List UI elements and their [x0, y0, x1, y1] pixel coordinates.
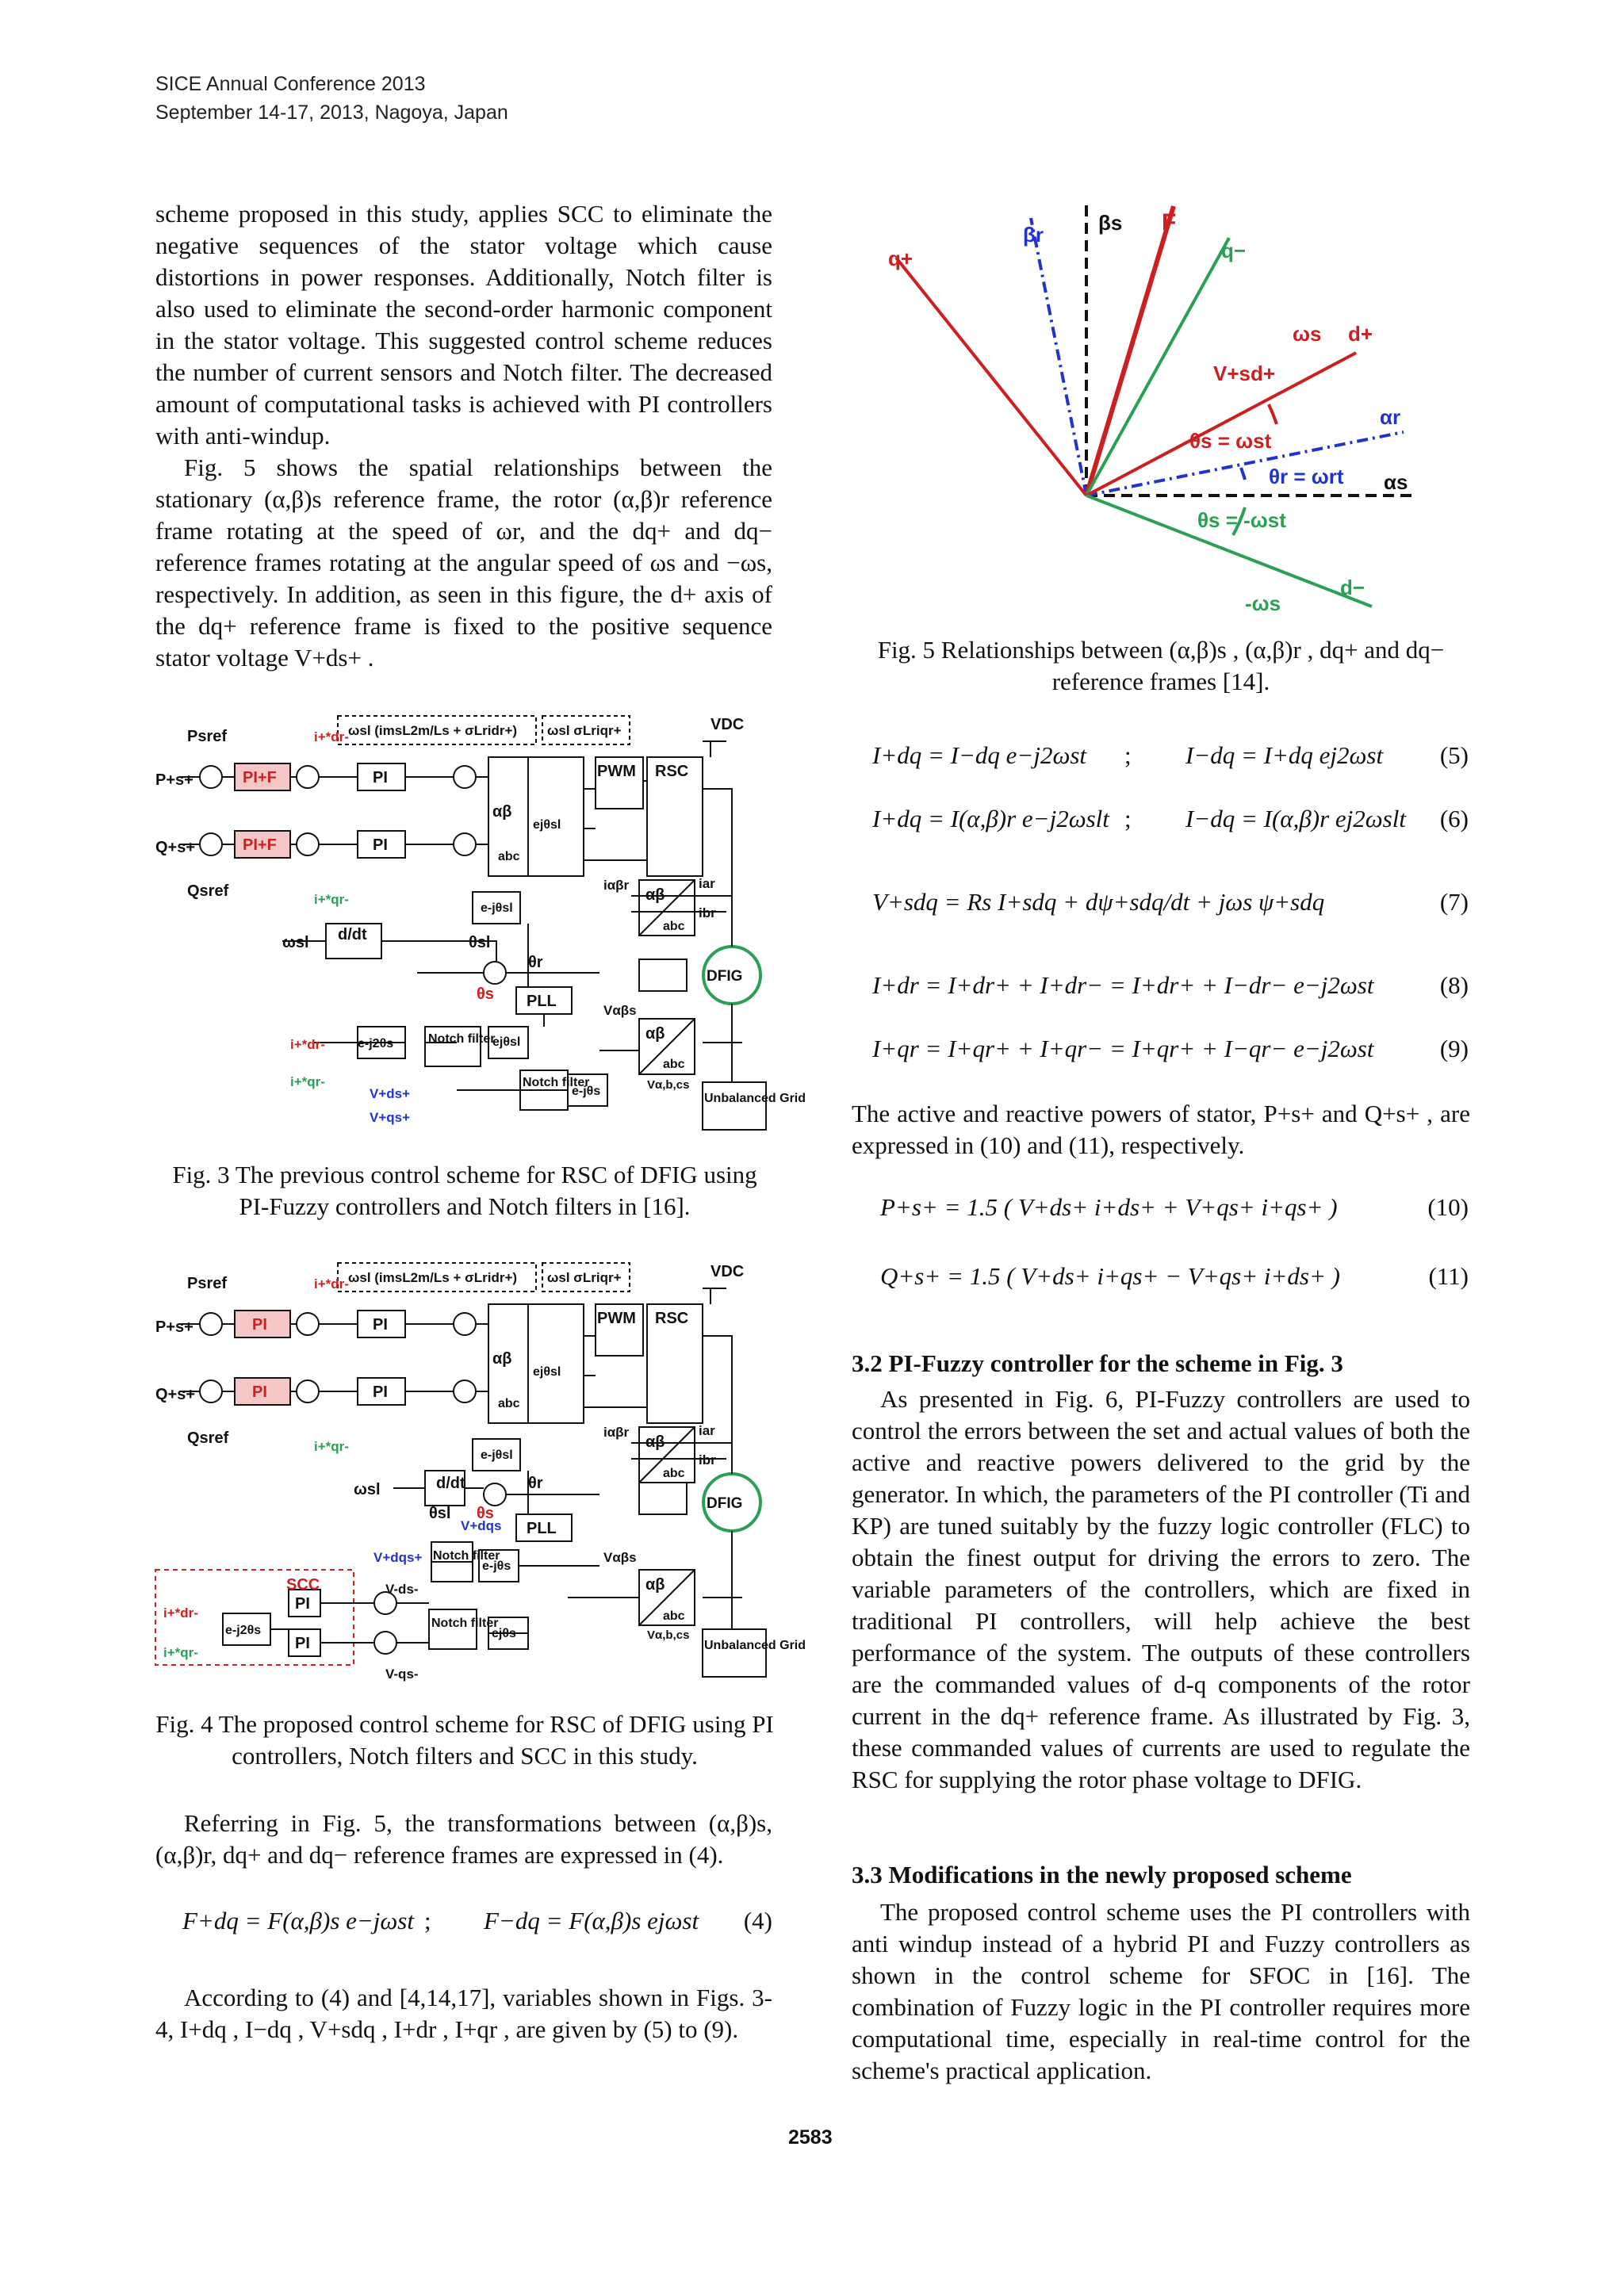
paragraph-1: scheme proposed in this study, applies SCC to eliminate the negative sequences of the stator voltage which cause distortions in power responses. Additionally, Notch filter is also used to eliminate the second-order harmonic component in the stator voltage. This suggested control scheme reduces the number of current sensors and Notch filter. The decreased amount of computational tasks is achieved with PI controllers with anti-windup. [155, 200, 772, 450]
fig3-vds: V+ds+ [370, 1086, 411, 1101]
eq6-left: I+dq = I(α,β)r e−j2ωslt [872, 805, 1109, 832]
fig4-emjt: e-jθsl [481, 1448, 513, 1462]
fig4-vdqs: V+dqs [461, 1518, 502, 1533]
fig3-top-label-1: ωsl (imsL2m/Ls + σLridr+) [348, 723, 518, 738]
fig5-q-plus: q+ [888, 247, 914, 270]
fig3-dfig: DFIG [707, 968, 743, 985]
fig3-rsc: RSC [655, 763, 689, 780]
fig3-vdc: VDC [710, 716, 745, 733]
paragraph-6: As presented in Fig. 6, PI-Fuzzy controllers are used to control the errors between the set and actual values of both the active and reactive powers delivered to the grid by the generator. In which, the parameters of the PI controller (Ti and KP) are tuned suitably by the fuzzy logic controller (FLC) to obtain the finest output for driving the errors to zero. The variable parameters of the controllers, which are fixed in traditional PI controllers, will help achieve the best performance of the system. The outputs of these controllers are the commanded values of d-q components of the rotor current in the dq+ reference frame. As illustrated by Fig. 3, these commanded values of currents are used to regulate the RSC for supplying the rotor phase voltage to DFIG. [852, 1385, 1470, 1793]
fig5-omega-s: ωs [1293, 322, 1322, 346]
fig4-pi-b: PI [252, 1383, 267, 1401]
eq11-number: (11) [1428, 1262, 1469, 1290]
fig4-pi-s2: PI [295, 1635, 310, 1652]
section-3-3-heading: 3.3 Modifications in the newly proposed scheme [852, 1861, 1352, 1888]
fig4-grid: Unbalanced Grid [704, 1639, 806, 1652]
eq10-expression: P+s+ = 1.5 ( V+ds+ i+ds+ + V+qs+ i+qs+ ) [880, 1193, 1338, 1221]
left-column-bottom [155, 1808, 772, 1871]
figure-5-caption: Fig. 5 Relationships between (α,β)s , (α,β)r , dq+ and dq− reference frames [14]. [877, 636, 1445, 695]
fig4-top-label-1: ωsl (imsL2m/Ls + σLridr+) [348, 1270, 518, 1285]
equation-9 [872, 1035, 1469, 1074]
fig3-vqs: V+qs+ [370, 1110, 411, 1125]
fig4-vds: V-ds- [385, 1582, 419, 1597]
fig3-qsref: Qsref [187, 882, 229, 900]
fig3-ejt-2: ejθsl [533, 818, 561, 832]
fig4-ab-1: αβ [492, 1350, 512, 1368]
fig4-dfig: DFIG [707, 1495, 743, 1512]
fig3-abc-3: abc [663, 1058, 685, 1071]
fig4-rsc: RSC [655, 1310, 689, 1327]
figure-5-diagram [872, 186, 1459, 622]
paragraph-3: Referring in Fig. 5, the transformations between (α,β)s, (α,β)r, dq+ and dq− reference frames are expressed in (4). [155, 1809, 772, 1869]
eq6-number: (6) [1439, 805, 1469, 832]
fig5-d-plus: d+ [1348, 322, 1373, 346]
fig5-alpha-s: αs [1384, 470, 1408, 494]
figure-3-caption: Fig. 3 The previous control scheme for RSC of DFIG using PI-Fuzzy controllers and Notch filters in [16]. [172, 1161, 757, 1220]
fig3-iqr-ref: i+*qr- [314, 892, 349, 907]
fig3-ddt: d/dt [338, 926, 367, 943]
fig4-wsl: ωsl [354, 1481, 381, 1498]
fig3-ej2: e-j2θs [358, 1037, 394, 1050]
fig4-pll: PLL [527, 1520, 557, 1537]
eq8-number: (8) [1439, 971, 1469, 999]
fig4-pi-s1: PI [295, 1595, 310, 1613]
fig3-notch-1: Notch filter [428, 1032, 496, 1046]
left-column-top [155, 198, 772, 674]
fig3-iabr: iαβr [603, 878, 630, 893]
fig3-vabc: Vα,b,cs [647, 1078, 690, 1092]
fig5-theta-neg: θs = -ωst [1197, 508, 1286, 532]
eq5-right: I−dq = I+dq ej2ωst [1185, 741, 1384, 769]
section-3-2-heading: 3.2 PI-Fuzzy controller for the scheme in Fig. 3 [852, 1349, 1343, 1377]
eq7-number: (7) [1439, 888, 1469, 916]
fig3-iqr-out: i+*qr- [290, 1074, 325, 1089]
fig3-ejts: ejθsl [492, 1035, 521, 1049]
eq6-right: I−dq = I(α,β)r ej2ωslt [1185, 805, 1406, 832]
fig4-abc-3: abc [663, 1609, 685, 1623]
fig4-notch-1: Notch filter [433, 1549, 500, 1563]
fig5-alpha-r: αr [1380, 405, 1401, 429]
page-number: 2583 [788, 2126, 833, 2149]
fig4-idr-ref: i+*dr- [314, 1276, 349, 1292]
fig3-theta-s: θs [477, 985, 494, 1003]
fig4-theta-r: θr [528, 1475, 543, 1492]
paragraph-4: According to (4) and [4,14,17], variables shown in Figs. 3-4, I+dq , I−dq , V+sdq , I+dr , I+qr , are given by (5) to (9). [155, 1984, 772, 2043]
fig5-q-minus: q− [1221, 239, 1247, 262]
eq5-left: I+dq = I−dq e−j2ωst [872, 741, 1087, 769]
left-column-end [155, 1982, 772, 2045]
fig3-pif-1: PI+F [243, 769, 277, 786]
fig4-qsref: Qsref [187, 1429, 229, 1447]
fig4-qs: Q+s+ [155, 1386, 196, 1403]
fig3-ps: P+s+ [155, 771, 193, 789]
fig4-theta-sl: θsl [429, 1505, 451, 1522]
fig3-abc-1: abc [498, 850, 520, 863]
equation-8 [872, 971, 1469, 1011]
fig4-vqs: V-qs- [385, 1667, 419, 1682]
fig4-vabs: Vαβs [603, 1550, 637, 1565]
fig5-vsd: V+sd+ [1213, 362, 1276, 385]
fig3-wsl: ωsl [282, 934, 309, 951]
running-header [155, 70, 508, 127]
fig3-vabs: Vαβs [603, 1003, 637, 1018]
right-power-intro [852, 1098, 1470, 1161]
fig3-iar: iar [699, 876, 715, 891]
fig5-beta-r: βr [1023, 223, 1044, 247]
fig4-iqr-out: i+*qr- [163, 1645, 198, 1660]
fig4-ibr: ibr [699, 1452, 716, 1468]
fig4-theta-s: θs [477, 1505, 494, 1522]
fig3-idr-out: i+*dr- [290, 1037, 325, 1052]
fig3-psref: Psref [187, 728, 228, 745]
fig3-emjts: e-jθs [572, 1085, 601, 1098]
eq10-number: (10) [1427, 1193, 1469, 1221]
fig4-emjts: e-jθs [482, 1559, 511, 1573]
fig4-ab-2: αβ [645, 1433, 665, 1451]
fig4-pwm: PWM [597, 1310, 636, 1327]
eq7-expression: V+sdq = Rs I+sdq + dψ+sdq/dt + jωs ψ+sdq [872, 888, 1325, 916]
eq8-expression: I+dr = I+dr+ + I+dr− = I+dr+ + I−dr− e−j2ωst [872, 971, 1374, 999]
figure-4-diagram [155, 1257, 806, 1685]
fig4-pi-1: PI [373, 1316, 388, 1334]
section-3-2-body [852, 1383, 1470, 1796]
paragraph-2: Fig. 5 shows the spatial relationships between the stationary (α,β)s reference frame, the rotor (α,β)r reference frame rotating at the speed of ωr, and the dq+ and dq− reference frames rotating at the angular speed of ωs and −ωs, respectively. In addition, as seen in this figure, the d+ axis of the dq+ reference frame is fixed to the positive sequence stator voltage V+ds+ . [155, 453, 772, 672]
fig4-vdc: VDC [710, 1263, 745, 1280]
fig4-ejts: ejθs [492, 1627, 516, 1640]
fig4-ddt: d/dt [436, 1475, 465, 1492]
fig4-ej2: e-j2θs [225, 1624, 262, 1637]
equation-6: I+dq = I(α,β)r e−j2ωslt ; I−dq = I(α,β)r ej2ωslt (6) [872, 805, 1469, 832]
fig4-iar: iar [699, 1423, 715, 1438]
fig4-psref: Psref [187, 1275, 228, 1292]
section-3-3-body [852, 1896, 1470, 2087]
fig3-ejt: e-jθsl [481, 901, 513, 915]
fig4-ejt: ejθsl [533, 1365, 561, 1379]
fig4-notch-2: Notch filter [431, 1617, 499, 1630]
figure-4-caption: Fig. 4 The proposed control scheme for RSC of DFIG using PI controllers, Notch filters and SCC in this study. [155, 1710, 774, 1770]
fig4-ps: P+s+ [155, 1318, 193, 1336]
equation-4: F+dq = F(α,β)s e−jωst ; F−dq = F(α,β)s ejωst (4) [182, 1907, 772, 1934]
eq11-expression: Q+s+ = 1.5 ( V+ds+ i+qs+ − V+qs+ i+ds+ ) [880, 1262, 1340, 1290]
equation-11 [880, 1262, 1469, 1302]
fig5-theta-s: θs = ωst [1189, 429, 1272, 453]
fig3-idr-ref: i+*dr- [314, 729, 349, 744]
fig3-ab-2: αβ [645, 886, 665, 904]
paragraph-7: The proposed control scheme uses the PI controllers with anti windup instead of a hybrid PI and Fuzzy controllers as shown in the control scheme for SFOC in [16]. The combination of Fuzzy logic in the PI controller requires more computational time, especially in real-time control for the scheme's practical application. [852, 1898, 1470, 2084]
eq4-right: F−dq = F(α,β)s ejωst [484, 1907, 699, 1934]
fig4-iabr: iαβr [603, 1425, 630, 1440]
fig3-top-label-2: ωsl σLriqr+ [547, 723, 622, 738]
fig3-pll: PLL [527, 993, 557, 1010]
fig3-pi-1: PI [373, 769, 388, 786]
fig3-notch-2: Notch filter [523, 1076, 590, 1089]
eq4-number: (4) [743, 1907, 772, 1934]
fig4-idr-out: i+*dr- [163, 1605, 198, 1621]
paragraph-5: The active and reactive powers of stator, P+s+ and Q+s+ , are expressed in (10) and (11), respectively. [852, 1100, 1470, 1159]
fig3-ab-1: αβ [492, 803, 512, 821]
fig3-ibr: ibr [699, 905, 716, 920]
fig5-beta-s: βs [1098, 211, 1123, 235]
fig4-vdqs-2: V+dqs+ [373, 1550, 423, 1565]
fig4-pi-a: PI [252, 1316, 267, 1334]
fig3-pi-2: PI [373, 836, 388, 854]
equation-7 [872, 888, 1469, 928]
fig5-theta-r: θr = ωrt [1269, 465, 1344, 488]
eq5-number: (5) [1439, 741, 1469, 769]
fig4-pi-2: PI [373, 1383, 388, 1401]
eq9-number: (9) [1439, 1035, 1469, 1062]
fig4-abc-1: abc [498, 1397, 520, 1410]
fig3-abc-2: abc [663, 920, 685, 933]
fig5-F: F [1162, 209, 1177, 235]
fig3-theta-r: θr [528, 954, 543, 971]
fig4-vabc: Vα,b,cs [647, 1628, 690, 1642]
fig3-grid: Unbalanced Grid [704, 1092, 806, 1105]
fig3-ab-3: αβ [645, 1025, 665, 1043]
fig4-top-label-2: ωsl σLriqr+ [547, 1270, 622, 1285]
equation-5: I+dq = I−dq e−j2ωst ; I−dq = I+dq ej2ωst (5) [872, 741, 1469, 769]
fig4-ab-3: αβ [645, 1576, 665, 1594]
fig3-pwm: PWM [597, 763, 636, 780]
fig3-qs: Q+s+ [155, 839, 196, 856]
conference-date: September 14-17, 2013, Nagoya, Japan [155, 101, 508, 124]
conference-name: SICE Annual Conference 2013 [155, 73, 426, 95]
eq4-left: F+dq = F(α,β)s e−jωst [182, 1907, 414, 1934]
fig4-scc: SCC [286, 1576, 320, 1594]
fig4-abc-2: abc [663, 1467, 685, 1480]
figure-3-diagram [155, 710, 806, 1138]
eq9-expression: I+qr = I+qr+ + I+qr− = I+qr+ + I−qr− e−j2ωst [872, 1035, 1374, 1062]
fig4-iqr-ref: i+*qr- [314, 1439, 349, 1454]
fig3-pif-2: PI+F [243, 836, 277, 854]
fig3-theta-sl: θsl [469, 934, 491, 951]
fig5-d-minus: d− [1340, 576, 1365, 599]
equation-10 [880, 1193, 1469, 1233]
fig5-neg-omega: -ωs [1245, 591, 1281, 615]
